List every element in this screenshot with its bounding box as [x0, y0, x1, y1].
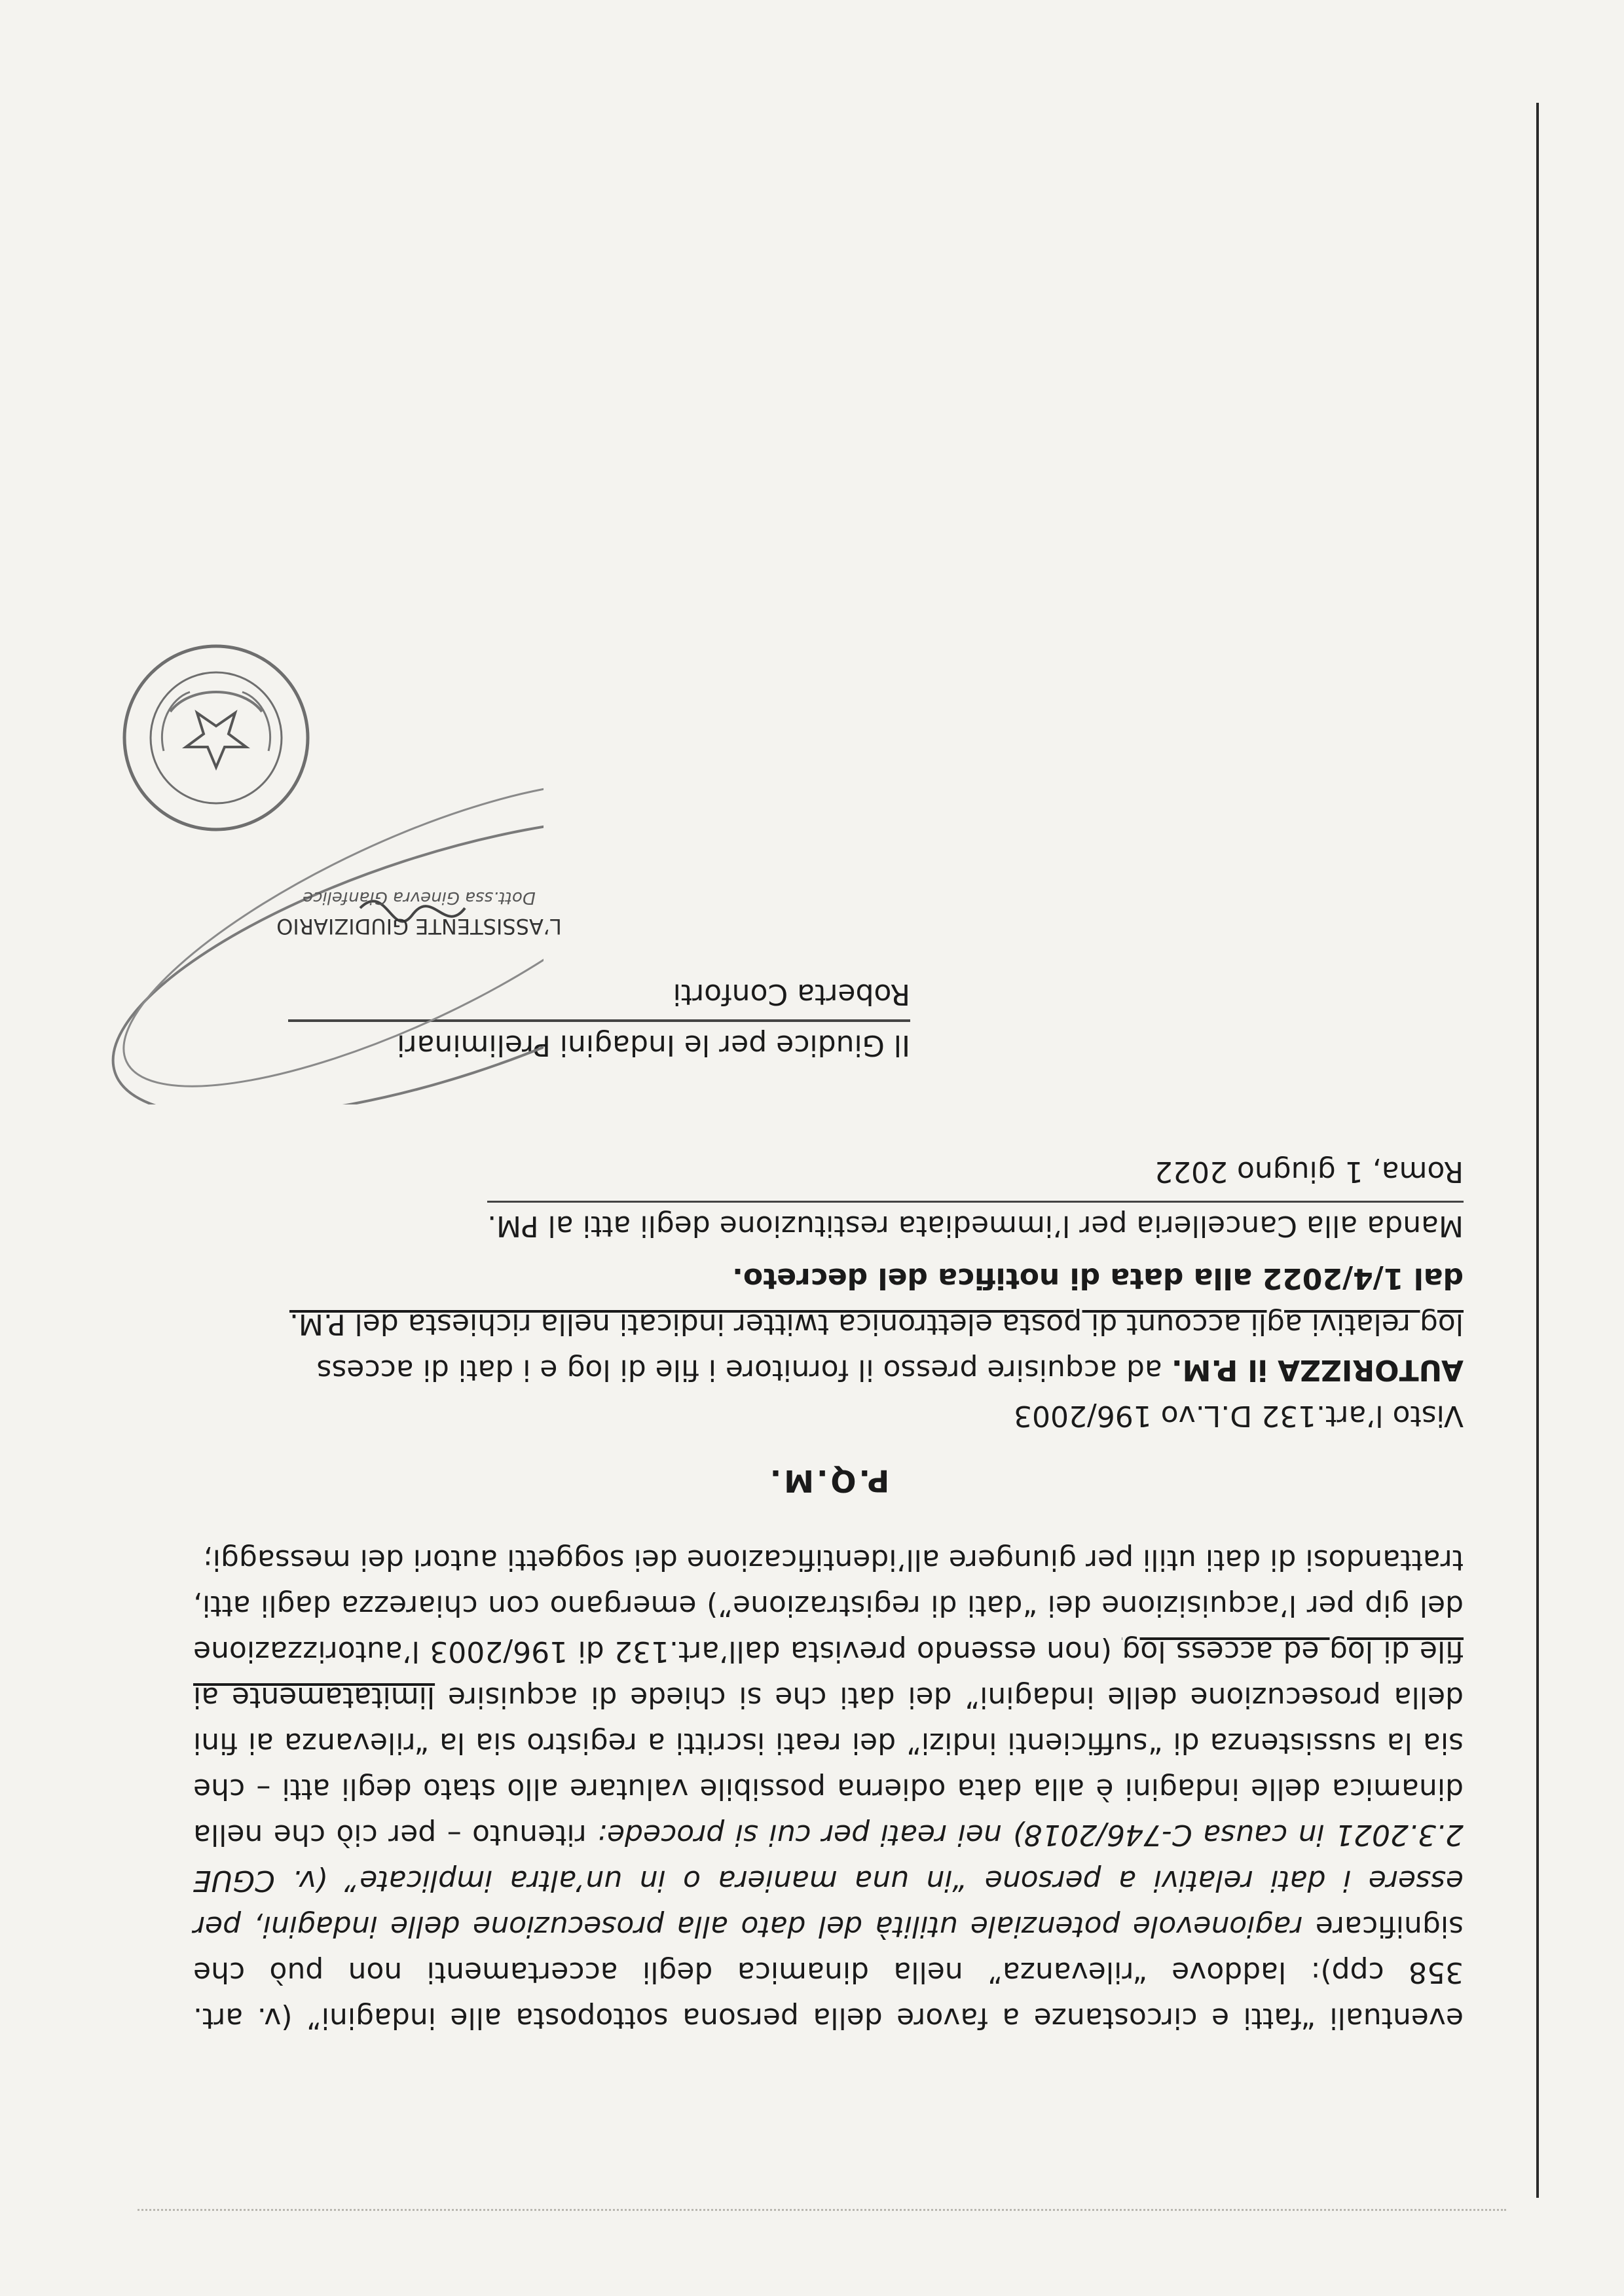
assistant-name: Dott.ssa Ginevra Gianfelice: [303, 888, 536, 907]
document-body: [193, 1148, 1464, 2041]
assistant-stamp-block: [216, 883, 622, 941]
court-seal: [124, 646, 308, 829]
reasoning-part2-italic: ragionevole potenziale utilità del dato alla prosecuzione delle indagini, per essere i dati relativi a persone “in una maniera o in un’altra implicate” (v. CGUE 2.3.2021 in causa C-746/2018) nei reati per cui si procede:: [193, 1818, 1464, 1943]
autorizza-line3: dal 1/4/2022 alla data di notifica del decreto.: [732, 1262, 1464, 1295]
manda-line: Manda alla Cancelleria per l’immediata restituzione degli atti al PM.: [487, 1201, 1464, 1248]
pqm-heading: P.Q.M.: [767, 1463, 890, 1499]
judge-name: Roberta Conforti: [673, 977, 910, 1011]
visto-line: Visto l’art.132 D.L.vo 196/2003: [1013, 1399, 1464, 1432]
reasoning-part4-underlined: limitatamente ai file di log ed access log: [193, 1635, 1464, 1714]
autorizza-bold: AUTORIZZA il P.M.: [1171, 1353, 1464, 1387]
judge-title: Il Giudice per le Indagini Preliminari: [288, 1019, 910, 1065]
scan-edge-left: [1536, 103, 1539, 2198]
reasoning-part3: ritenuto – per ciò che nella dinamica delle indagini è alla data odierna possibile valutare allo stato degli atti – che sia la sussistenza di “sufficienti indizi” dei reati iscritti a registro sia la “rilevanza ai fini della prosecuzione delle indagini” dei dati che si chiede di acquisire: [193, 1681, 1464, 1851]
reasoning-part5: (non essendo prevista dall’art.132 di 196/2003 l’autorizzazione del gip per l’acquisizione dei “dati di registrazione”) emergano con chiarezza dagli atti, trattandosi di dati utili per giungere all’identificazione dei soggetti autori dei messaggi;: [193, 1543, 1464, 1668]
reasoning-part1: eventuali “fatti e circostanze a favore della persona sottoposta alle indagini” (v. art. 358 cpp): laddove “rilevanza” nella dinamica degli accertamenti non può che significare: [193, 1910, 1464, 2035]
paragraph-reasoning: [193, 1537, 1464, 2041]
autorizza-line2: log relativi agli account di posta elettronica twitter indicati nella richiesta del P.M.: [289, 1307, 1464, 1341]
official-stamp-and-signatures: [98, 633, 544, 1104]
autorizza-line: [193, 1347, 1464, 1393]
star-emblem-icon: [186, 713, 246, 767]
assistant-title: L’ASSISTENTE GIUDIZIARIO: [276, 914, 562, 939]
autorizza-rest: ad acquisire presso il fornitore i file di log e i dati di access: [316, 1353, 1162, 1387]
scan-edge-top: [138, 2209, 1506, 2211]
date-line: Roma, 1 giugno 2022: [1154, 1155, 1464, 1188]
